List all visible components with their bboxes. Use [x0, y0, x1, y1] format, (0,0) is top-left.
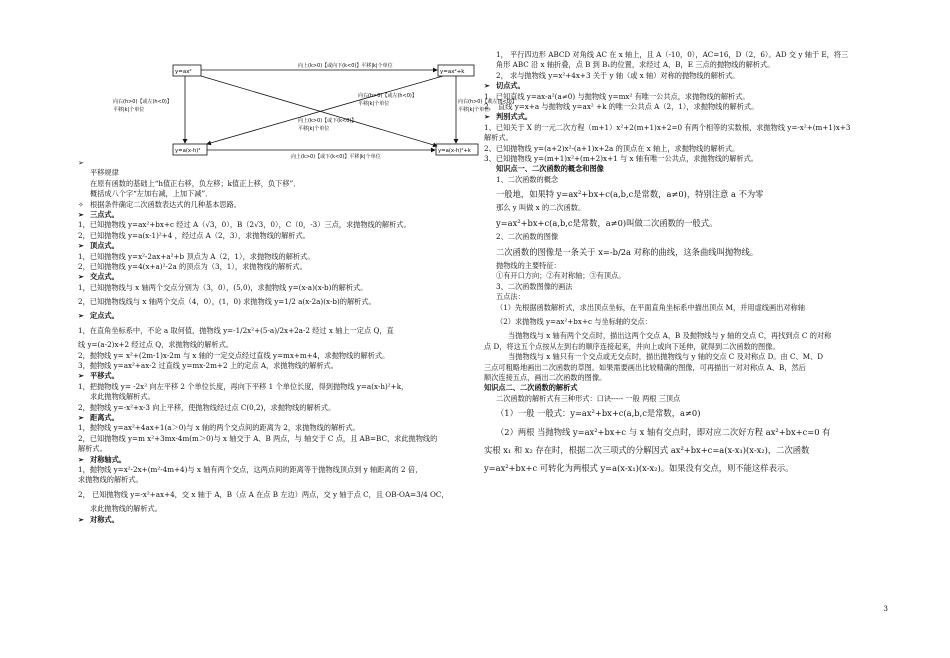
heading-fixed-point: 定点式。 [90, 311, 119, 321]
rule-line-2: 概括成八个字“左加右减，上加下减”． [90, 189, 213, 199]
heading-axis: 对称轴式。 [90, 454, 126, 464]
vertex-q1: 1，已知抛物线 y=x²-2ax+a²+b 顶点为 A（2，1），求抛物线的解析式。 [78, 251, 315, 261]
arrow-bullet-icon: ➢ [78, 371, 85, 381]
heading-discriminant: 判别式式。 [496, 112, 532, 122]
one-intersection-text: 当抛物线与 x 轴只有一个交点或无交点时，描出抛物线与 y 轴的交点 C 及对称点 D。由 C、M、D [508, 352, 824, 362]
two-root-form-cont-2: y=ax²+bx+c 可转化为两根式 y=a(x-x₁)(x-x₂)。如果没有交点，则不能这样表示。 [484, 463, 794, 474]
rule-title: 平移规律 [90, 168, 119, 178]
arrow-bullet-icon: ➢ [78, 209, 85, 219]
fixed-point-q2: 2，抛物线 y= x²+(2m-1)x-2m 与 x 轴的一定交点经过直线 y=mx+m+4，求抛物线的解析式。 [78, 350, 390, 360]
translation-q2: 2，抛物线 y=-x²+x-3 向上平移，使抛物线经过点 C(0,2)，求抛物线的解析式。 [78, 402, 336, 412]
two-intersections-text: 当抛物线与 x 轴有两个交点时，描出这两个交点 A，B 及抛物线与 y 轴的交点 C，再找到点 C 的对称 [508, 331, 832, 341]
rule-line-1: 在原有函数的基础上“h值正右移，负左移；k值正上移，负下移”． [90, 178, 301, 188]
symmetry-q1-cont: 角形 ABC 沿 x 轴折叠，点 B 到 B₁的位置，求经过 A，B，E 三点的抛物线的解析式。 [496, 60, 775, 70]
symmetry-q2: 2， 求与抛物线 y=x²+4x+3 关于 y 轴（或 x 轴）对称的抛物线的解析式。 [496, 70, 740, 80]
drawing-subheading: 3、二次函数图像的画法 [496, 281, 573, 291]
three-point-q2: 2，已知抛物线 y=a(x-1)²+4 ，经过点 A（2，3），求抛物线的解析式。 [78, 230, 310, 240]
features-title: 抛物线的主要特征： [496, 261, 561, 271]
distance-q2-cont: 解析式。 [78, 444, 107, 454]
axis-q2-cont: 求此抛物线的解析式。 [90, 504, 162, 514]
three-point-q1: 1，已知抛物线 y=ax²+bx+c 经过 A（√3，0），B（2√3，0），C（0，-3）三点，求抛物线的解析式。 [78, 220, 411, 230]
translation-q1-cont: 求此抛物线解析式。 [90, 392, 155, 402]
fixed-point-q1: 1，在直角坐标系中，不论 a 取何值，抛物线 y=-1/2x²+(5-a)/2x+2a-2 经过 x 轴上一定点 Q，直 [78, 325, 394, 335]
discriminant-q1: 1、已知关于 X 的一元二次方程（m+1）x²+2(m+1)x+2=0 有两个相等的实数根，求抛物线 y=-x²+(m+1)x+3 [484, 122, 851, 132]
step-1: （1）先根据函数解析式，求出顶点坐标，在平面直角坐标系中描出顶点 M，并用虚线画出对称轴 [496, 302, 805, 312]
heading-symmetry: 对称式。 [90, 514, 119, 524]
box-bottom-left-label: y=a(x-h)² [175, 148, 201, 154]
features-list: ①有开口方向；②有对称轴；③有顶点。 [496, 271, 626, 281]
heading-translation: 平移式。 [90, 371, 119, 381]
page-number: 3 [883, 605, 888, 613]
arrow-bullet-icon: ➢ [78, 241, 85, 251]
heading-three-point: 三点式。 [90, 209, 119, 219]
diamond-icon: ✧ [78, 199, 85, 209]
fixed-point-q1-cont: 线 y=(a-2)x+2 经过点 Q，求抛物线的解析式。 [78, 340, 233, 350]
knowledge-point-2-heading: 知识点二、二次函数的解析式 [484, 383, 578, 393]
distance-q1: 1，抛物线 y=ax²+4ax+1(a＞0)与 x 轴的两个交点间的距离为 2，求抛物线的解析式。 [78, 423, 360, 433]
label-right-edge-1: 向右(h>0)【或左(h<0)】 [458, 99, 517, 105]
label-right-edge-2: 平移|k|个单位 [458, 107, 490, 113]
axis-q1-cont: 求抛物线的解析式。 [78, 475, 143, 485]
heading-tangent: 切点式。 [496, 81, 525, 91]
three-forms-intro: 二次函数的解析式有三种形式：口诀----- 一般 两根 三顶点 [496, 393, 681, 403]
label-mid-2: 平移|k|个单位 [298, 126, 330, 132]
distance-q2: 2，已知抛物线 y=m x²+3mx-4m(m＞0)与 x 轴交于 A、B 两点，与 轴交于 C 点，且 AB=BC，求此抛物线的 [78, 433, 438, 443]
one-intersection-cont-2: 顺次连接五点，画出二次函数的图像。 [484, 372, 607, 382]
vertex-q2: 2，已知抛物线 y=4(x+a)²-2a 的顶点为（3，1），求抛物线的解析式。 [78, 261, 307, 271]
tangent-q1: 1，已知直线 y=ax-a²(a≠0) 与抛物线 y=mx² 有唯一公共点，求抛物线的解析式。 [484, 91, 750, 101]
label-top-edge: 向上(k>0)【或向下(k<0)】平移|k|个单位 [298, 63, 393, 69]
concept-subheading: 1、二次函数的概念 [496, 174, 559, 184]
translation-q1: 1，把抛物线 y= -2x² 向左平移 2 个单位长度，再向下平移 1 个单位长度，得到抛物线 y=a(x-h)²+k， [78, 381, 409, 391]
concept-definition: 一般地，如果特 y=ax²+bx+c(a,b,c是常数，a≠0)，特别注意 a 不为零 [496, 189, 764, 200]
arrow-middle [207, 76, 443, 144]
intercept-q2: 2，已知抛物线线与 x 轴两个交点（4，0），(1，0) 求抛物线 y=1/2 a(x-2a)(x-b)的解析式。 [78, 297, 376, 307]
one-intersection-cont-1: 三点可粗略地画出二次函数的草图。如果需要画出比较精确的图像，可再描出一对对称点 A、B，然后 [484, 362, 806, 372]
heading-intercept: 交点式。 [90, 272, 119, 282]
fixed-point-q3: 3，抛物线 y=ax²+ax-2 过直线 y=mx-2m+2 上的定点 A，求抛物线的解析式。 [78, 361, 338, 371]
two-root-form-cont: 实根 x₁ 和 x₂ 存在时，根据二次三项式的分解因式 ax²+bx+c=a(x-x₁)(x-x₂)，二次函数 [484, 444, 810, 455]
arrow-bullet-icon: ➢ [78, 454, 85, 464]
arrow-bullet-icon: ➢ [78, 514, 85, 524]
methods-intro: 根据条件确定二次函数表达式的几种基本思路。 [90, 199, 241, 209]
arrow-bullet-icon: ➢ [484, 112, 491, 122]
symmetry-q1: 1， 平行四边形 ABCD 对角线 AC 在 x 轴上，且 A（-10，0），AC=16，D（2，6）。AD 交 y 轴于 E，将三 [496, 50, 849, 59]
axis-q1: 1，抛物线 y=x²-2x+(m²-4m+4)与 x 轴有两个交点，这两点间的距离等于抛物线顶点到 y 轴距离的 2 倍， [78, 464, 423, 474]
label-diag-1: 向右(h>0)【或左(h<0)】 [358, 93, 417, 99]
two-root-form-item: （2）两根 当抛物线 y=ax²+bx+c 与 x 轴有交点时，即对应二次好方程 ax²+bx+c=0 有 [496, 426, 831, 437]
arrow-bullet-icon: ➢ [78, 272, 85, 282]
label-bottom-edge: 向上(k>0)【或下(k<0)】平移|k|个单位 [291, 154, 381, 160]
arrow-bullet-icon: ➢ [484, 81, 491, 91]
discriminant-q2: 2、已知抛物线 y=(a+2)x²-(a+1)x+2a 的顶点在 x 轴上，求抛物线的解析式。 [484, 143, 740, 153]
box-top-right-label: y=ax²+k [440, 69, 465, 75]
concept-definition-cont: 那么 y 叫做 x 的二次函数。 [496, 203, 586, 213]
five-point-method: 五点法： [496, 292, 525, 302]
arrow-bullet-icon: ➢ [78, 311, 85, 321]
graph-description: 二次函数的图像是一条关于 x=-b/2a 对称的曲线，这条曲线叫抛物线。 [496, 246, 759, 257]
label-left-edge-2: 平移|k|个单位 [113, 107, 145, 113]
heading-distance: 距离式。 [90, 412, 119, 422]
heading-vertex: 顶点式。 [90, 241, 119, 251]
graph-subheading: 2、二次函数的图像 [496, 232, 559, 242]
general-form: y=ax²+bx+c(a,b,c是常数，a≠0)叫做二次函数的一般式。 [496, 217, 718, 228]
step-2: （2）求抛物线 y=ax²+bx+c 与坐标轴的交点： [496, 316, 652, 326]
box-bottom-right-label: y=a(x-h)²+k [438, 148, 471, 154]
axis-q2: 2， 已知抛物线 y=-x²+ax+4，交 x 轴于 A，B（点 A 在点 B 左边）两点，交 y 轴于点 C，且 OB-OA=3/4 OC， [78, 489, 449, 499]
bullet-arrow: ➢ [78, 158, 85, 167]
arrow-bullet-icon: ➢ [78, 412, 85, 422]
tangent-q2: 2， 直线 y=x+a 与抛物线 y=ax² +k 的唯一公共点 A（2，1），求抛物线的解析式。 [484, 101, 759, 111]
discriminant-q3: 3、已知抛物线 y=(m+1)x²+(m+2)x+1 与 x 轴有唯一公共点，求抛物线的解析式。 [484, 153, 758, 163]
box-top-left-label: y=ax² [175, 69, 192, 75]
label-diag-2: 平移|k|个单位 [358, 101, 390, 107]
label-left-edge-1: 向右(h>0)【或左(h<0)】 [113, 99, 172, 105]
knowledge-point-1-heading: 知识点一、二次函数的概念和图像 [496, 164, 604, 174]
label-mid-1: 向上(k>0)【或下(k<0)】 [298, 118, 357, 124]
intercept-q1: 1，已知抛物线与 x 轴两个交点分别为（3，0），(5,0)，求抛物线 y=(x-a)(x-b)的解析式。 [78, 282, 368, 292]
two-intersections-cont: 点 D，将这五个点按从左到右的顺序连接起来，并向上或向下延伸，就得到二次函数的图像。 [484, 341, 780, 351]
general-form-item: （1）一般 一般式：y=ax²+bx+c(a,b,c是常数，a≠0) [496, 408, 701, 419]
discriminant-q1-cont: 解析式。 [484, 133, 513, 143]
